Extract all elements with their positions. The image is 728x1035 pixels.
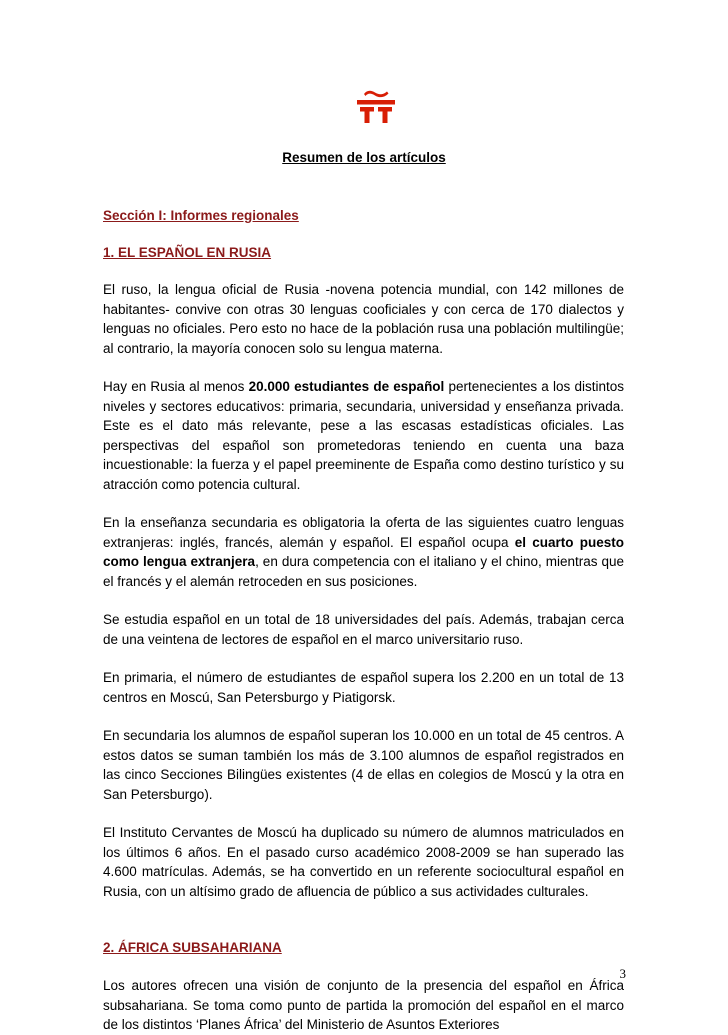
paragraph: Los autores ofrecen una visión de conjunto de la presencia del español en África subsahariana. Se toma como punto de partida la promoción del español en el marco de los distintos ‘Planes África’ del Ministerio de Asuntos Exteriores: [103, 978, 624, 1032]
emphasis: 20.000 estudiantes de español: [248, 379, 445, 394]
page-number: 3: [619, 966, 626, 981]
section-label: Sección I: Informes regionales: [103, 208, 299, 223]
article-heading-africa: 2. ÁFRICA SUBSAHARIANA: [103, 940, 282, 955]
instituto-cervantes-logo: [351, 88, 401, 124]
paragraph: Se estudia español en un total de 18 universidades del país. Además, trabajan cerca de una veintena de lectores de español en el marco universitario ruso.: [103, 612, 624, 647]
paragraph: En secundaria los alumnos de español superan los 10.000 en un total de 45 centros. A estos datos se suman también los más de 3.100 alumnos de español registrados en las cinco Secciones Bilingües existentes (4 de ellas en colegios de Moscú y la otra en San Petersburgo).: [103, 728, 624, 802]
article-heading-rusia: 1. EL ESPAÑOL EN RUSIA: [103, 245, 272, 260]
paragraph: El ruso, la lengua oficial de Rusia -novena potencia mundial, con 142 millones de habitantes- convive con otras 30 lenguas cooficiales y con cerca de 170 dialectos y lenguas no oficiales. Pero esto no hace de la población rusa una población multilingüe; al contrario, la mayoría conocen solo su lengua materna.: [103, 282, 624, 356]
paragraph: El Instituto Cervantes de Moscú ha duplicado su número de alumnos matriculados en los últimos 6 años. En el pasado curso académico 2008-2009 se han superado las 4.600 matrículas. Además, se ha convertido en un referente sociocultural español en Rusia, con un altísimo grado de afluencia de público a sus actividades culturales.: [103, 825, 624, 899]
paragraph: Hay en Rusia al menos 20.000 estudiantes de español pertenecientes a los distintos niveles y sectores educativos: primaria, secundaria, universidad y enseñanza privada. Este es el dato más relevante, pese a las escasas estadísticas oficiales. Las perspectivas del español son prometedoras teniendo en cuenta una baza incuestionable: la fuerza y el papel preeminente de España como destino turístico y su atracción como potencia cultural.: [103, 379, 624, 492]
paragraph: En la enseñanza secundaria es obligatoria la oferta de las siguientes cuatro lenguas extranjeras: inglés, francés, alemán y español. El español ocupa el cuarto puesto como lengua extranjera, en dura competencia con el italiano y el chino, mientras que el francés y el alemán retroceden en sus posiciones.: [103, 515, 624, 589]
document-body: [103, 206, 624, 1035]
emphasis: el cuarto puesto como lengua extranjera: [103, 534, 624, 569]
page-title: Resumen de los artículos: [282, 150, 446, 165]
paragraph: En primaria, el número de estudiantes de español supera los 2.200 en un total de 13 centros en Moscú, San Petersburgo y Piatigorsk.: [103, 670, 624, 705]
